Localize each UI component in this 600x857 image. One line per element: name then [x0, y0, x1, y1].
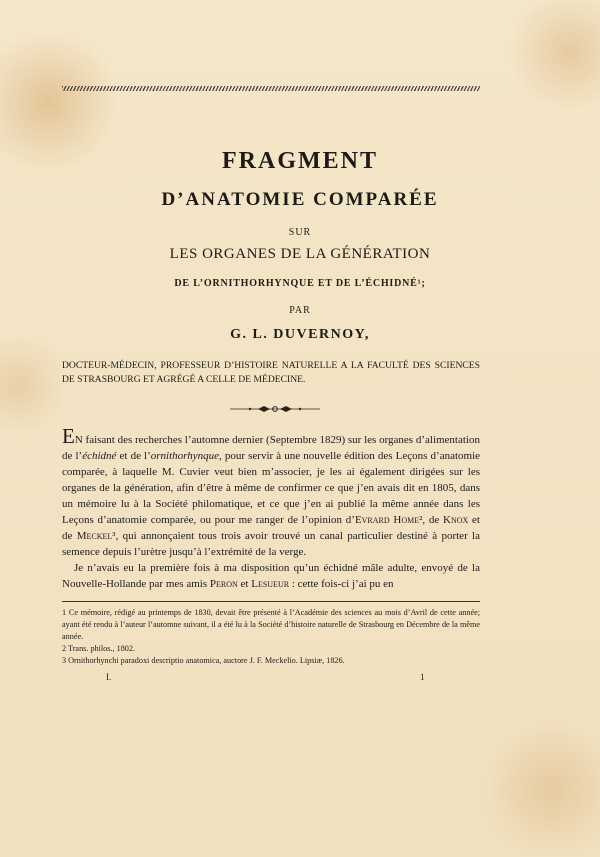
signature-number: 1: [420, 672, 425, 682]
ornament-divider-icon: [230, 403, 320, 415]
decorative-top-rule: [62, 86, 480, 91]
footnote-2: 2 Trans. philos., 1802.: [62, 644, 136, 653]
subtitle-sur: SUR: [288, 227, 312, 238]
drop-cap: E: [62, 424, 75, 448]
signature-mark: I.: [106, 672, 112, 682]
body-text: [62, 424, 481, 592]
footnote-1: 1 Ce mémoire, rédigé au printemps de 1830, devait être présenté à l’Académie des sciences au mois d’Avril de cette année; ayant été rendu à l’auteur l’automne suivant, il a été lu à la Société d’histoire naturelle de Strasbourg en Décembre de la même année.: [62, 608, 480, 641]
paragraph-1: EN faisant des recherches l’automne dernier (Septembre 1829) sur les organes d’alimentation de l’échidné et de l’ornithorhynque, pour servir à une nouvelle édition des Leçons d’anatomie comparée, à laquelle M. Cuvier veut bien m’associer, je les ai également dirigées sur les organes de la génération, afin d’être à même de confirmer ce que j’en avais dit en 1805, dans un mémoire lu à la Société philomatique, et ce que j’en ai publié la même année dans les Leçons d’anatomie comparée, ou pour me ranger de l’opinion d’Evrard Home², de Knox et de Meckel³, qui annonçaient tous trois avoir trouvé un canal particulier destiné à porter la semence depuis l’urètre jusqu’à l’extrémité de la verge.: [62, 424, 481, 558]
footnote-rule: [62, 601, 480, 602]
author-name: G. L. DUVERNOY,: [230, 327, 370, 342]
page-subtitle: D’ANATOMIE COMPARÉE: [161, 189, 439, 210]
footnote-3: 3 Ornithorhynchi paradoxi descriptio anatomica, auctore J. F. Meckelio. Lipsiæ, 1826.: [62, 656, 345, 665]
paragraph-2: Je n’avais eu la première fois à ma disposition qu’un échidné mâle adulte, envoyé de la Nouvelle-Hollande par mes amis Peron et Lesueur : cette fois-ci j’ai pu en: [62, 562, 480, 590]
page-title: FRAGMENT: [222, 148, 378, 174]
subject-subtitle: DE L’ORNITHORHYNQUE ET DE L’ÉCHIDNÉ¹;: [174, 278, 426, 289]
footnotes: [62, 607, 480, 667]
par-label: PAR: [289, 305, 311, 316]
subject-title: LES ORGANES DE LA GÉNÉRATION: [169, 246, 431, 262]
author-affiliation: DOCTEUR-MÉDECIN, PROFESSEUR D’HISTOIRE NATURELLE A LA FACULTÉ DES SCIENCES DE STRASBOURG ET AGRÉGÉ A CELLE DE MÉDECINE.: [62, 360, 480, 385]
